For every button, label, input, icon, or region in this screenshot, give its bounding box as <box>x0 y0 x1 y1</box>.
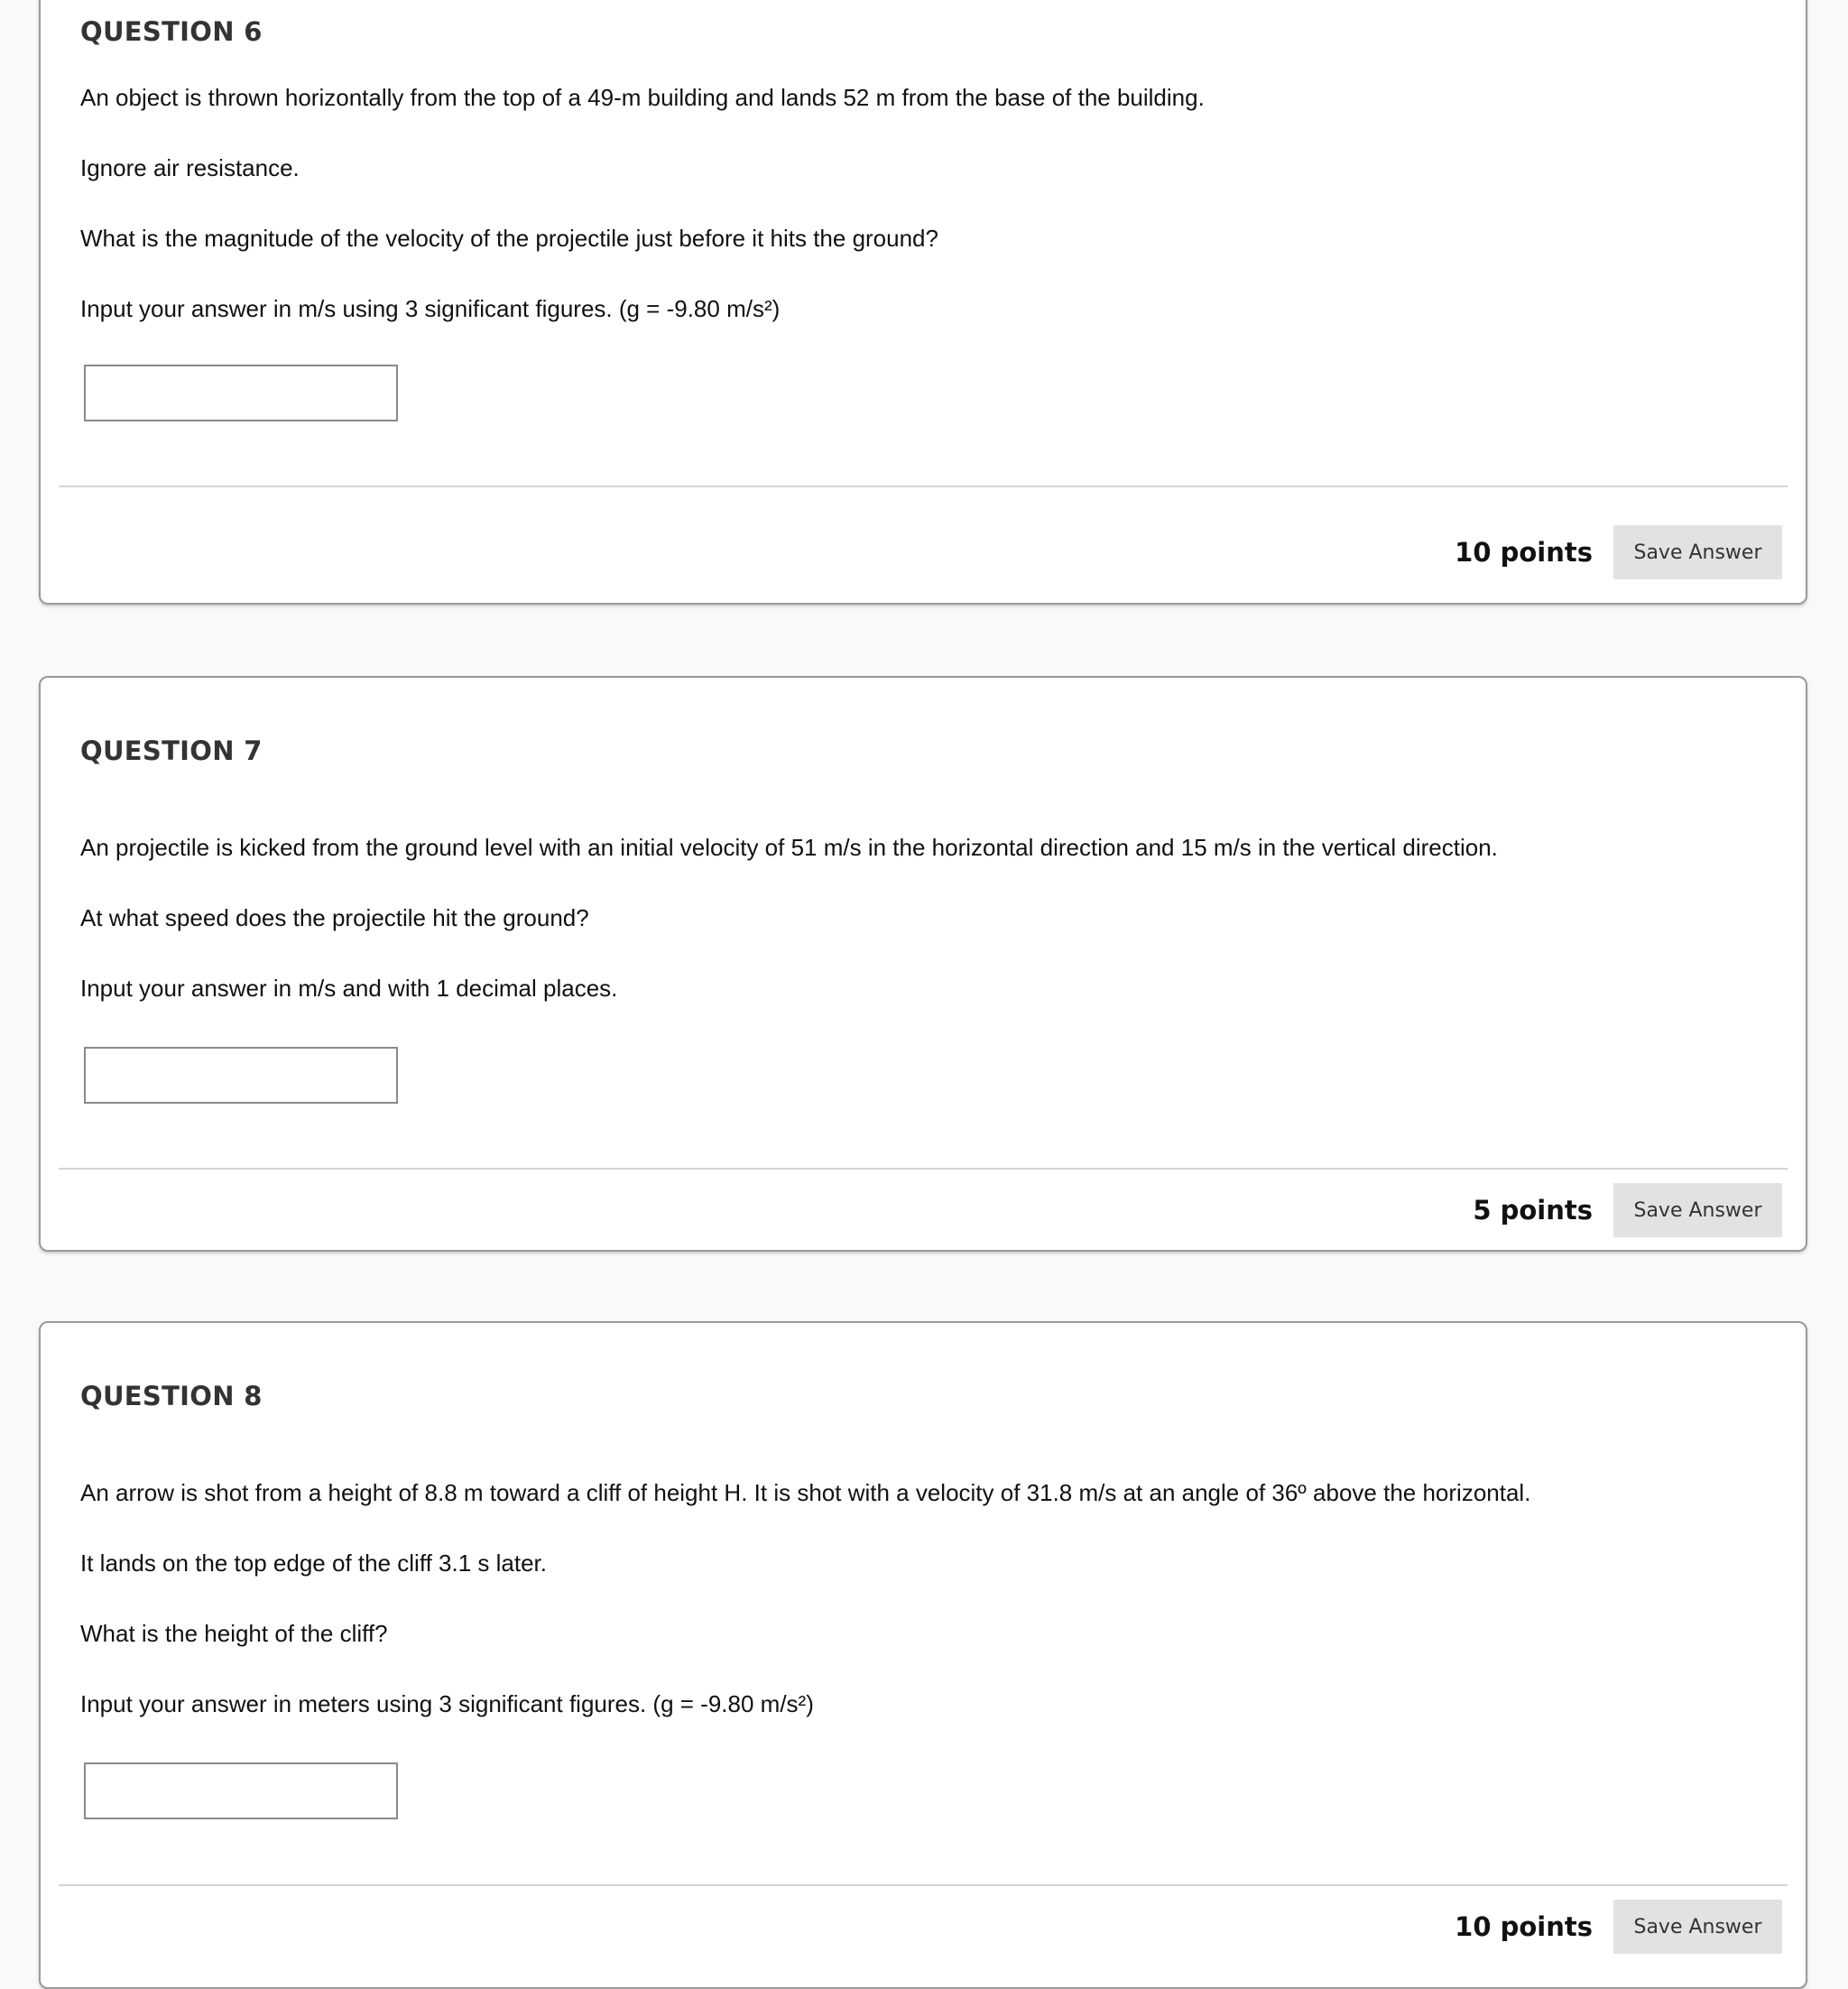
points-label: 10 points <box>1455 537 1593 568</box>
question-text: What is the height of the cliff? <box>80 1620 388 1647</box>
save-answer-button[interactable]: Save Answer <box>1613 1183 1782 1237</box>
question-text: It lands on the top edge of the cliff 3.1 s later. <box>80 1550 547 1577</box>
question-card-7 <box>39 676 1807 1252</box>
question-title: QUESTION 6 <box>80 16 263 47</box>
question-title: QUESTION 7 <box>80 735 263 766</box>
question-text: An arrow is shot from a height of 8.8 m toward a cliff of height H. It is shot with a velocity of 31.8 m/s at an angle of 36º above the horizontal. <box>80 1479 1531 1506</box>
answer-input[interactable] <box>84 1762 398 1819</box>
question-text: Ignore air resistance. <box>80 154 300 181</box>
question-text: An object is thrown horizontally from the top of a 49-m building and lands 52 m from the base of the building. <box>80 84 1205 111</box>
divider <box>59 486 1788 487</box>
save-answer-button[interactable]: Save Answer <box>1613 525 1782 579</box>
answer-input[interactable] <box>84 365 398 421</box>
question-text: Input your answer in m/s using 3 significant figures. (g = -9.80 m/s²) <box>80 295 781 322</box>
question-text: Input your answer in m/s and with 1 decimal places. <box>80 975 618 1002</box>
points-label: 10 points <box>1455 1911 1593 1942</box>
question-card-8 <box>39 1321 1807 1989</box>
divider <box>59 1168 1788 1170</box>
question-card-6 <box>39 0 1807 605</box>
points-label: 5 points <box>1473 1195 1593 1226</box>
save-answer-button[interactable]: Save Answer <box>1613 1900 1782 1954</box>
divider <box>59 1884 1788 1886</box>
question-text: Input your answer in meters using 3 significant figures. (g = -9.80 m/s²) <box>80 1690 814 1717</box>
answer-input[interactable] <box>84 1047 398 1104</box>
question-text: At what speed does the projectile hit the ground? <box>80 904 589 931</box>
question-title: QUESTION 8 <box>80 1381 263 1411</box>
question-text: What is the magnitude of the velocity of the projectile just before it hits the ground? <box>80 225 938 252</box>
question-text: An projectile is kicked from the ground level with an initial velocity of 51 m/s in the horizontal direction and 15 m/s in the vertical direction. <box>80 834 1498 861</box>
